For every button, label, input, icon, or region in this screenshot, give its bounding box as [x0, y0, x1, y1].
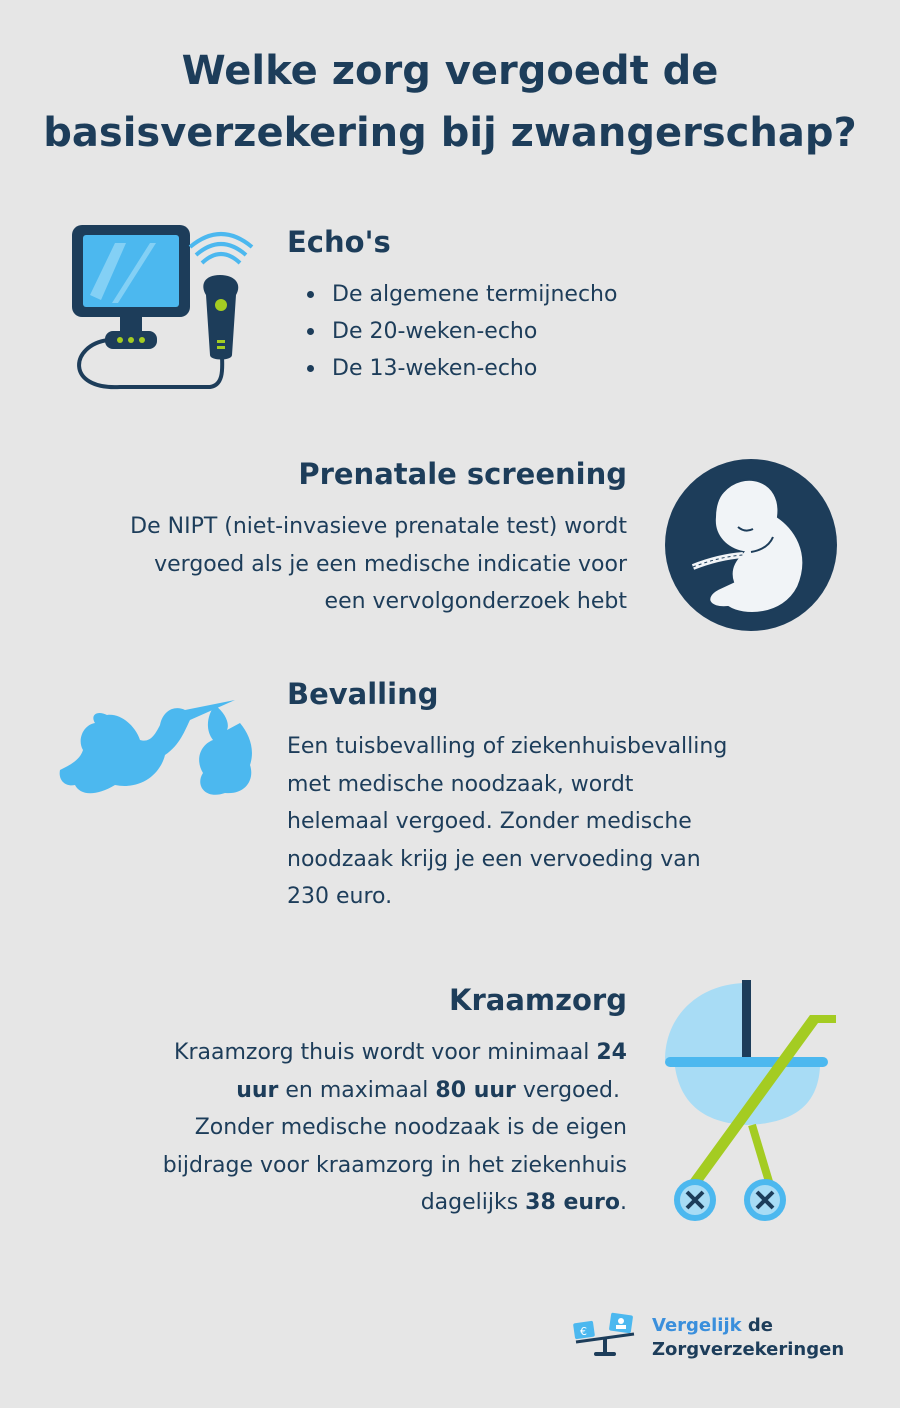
stroller-icon: [660, 975, 840, 1225]
fetus-icon: [663, 457, 839, 633]
maternity-min-unit: uur: [236, 1077, 279, 1103]
prenatal-section: [40, 457, 627, 621]
maternity-text-part: vergoed.: [515, 1077, 627, 1103]
maternity-line-5: [40, 1184, 627, 1222]
scale-logo-icon: [570, 1312, 638, 1360]
logo-text: [652, 1314, 844, 1362]
maternity-min-hours: 24: [596, 1040, 627, 1065]
logo-word-de: de: [741, 1315, 773, 1336]
maternity-line-2: [40, 1072, 627, 1110]
maternity-daily-cost: 38 euro: [525, 1190, 620, 1215]
maternity-line-1: [40, 1034, 627, 1072]
maternity-text-part: dagelijks: [420, 1190, 526, 1215]
stork-icon: [55, 695, 265, 805]
svg-text:€: €: [580, 1325, 587, 1338]
birth-line-3: helemaal vergoed. Zonder medische: [287, 809, 692, 834]
prenatal-heading: Prenatale screening: [298, 457, 627, 491]
maternity-text-part: en maximaal: [278, 1077, 436, 1103]
maternity-max-hours: 80 uur: [435, 1077, 516, 1103]
logo-word-vergelijk: Vergelijk: [652, 1315, 742, 1336]
ultrasound-icon: [60, 215, 260, 405]
maternity-heading: Kraamzorg: [449, 983, 627, 1017]
birth-heading: Bevalling: [287, 677, 439, 711]
echos-section: [287, 225, 617, 387]
maternity-line-3: Zonder medische noodzaak is de eigen: [194, 1115, 627, 1140]
brand-logo[interactable]: [570, 1312, 850, 1362]
list-item: De 13-weken-echo: [287, 350, 617, 387]
birth-line-1: Een tuisbevalling of ziekenhuisbevalling: [287, 734, 728, 759]
prenatal-text: [40, 508, 627, 621]
echos-list: [287, 276, 617, 387]
echos-heading: Echo's: [287, 225, 391, 259]
birth-line-2: met medische noodzaak, wordt: [287, 771, 634, 797]
maternity-text-part: Kraamzorg thuis wordt voor minimaal: [174, 1040, 597, 1065]
prenatal-line-3: een vervolgonderzoek hebt: [324, 589, 627, 614]
prenatal-line-2: vergoed als je een medische indicatie voor: [154, 551, 627, 577]
prenatal-line-1: De NIPT (niet-invasieve prenatale test) wordt: [130, 514, 627, 539]
title-line-1: Welke zorg vergoedt de: [181, 48, 719, 94]
birth-line-5: 230 euro.: [287, 884, 393, 909]
title-line-2: basisverzekering bij zwangerschap?: [43, 110, 857, 156]
logo-line-1: [652, 1314, 844, 1338]
birth-line-4: noodzaak krijg je een vervoeding van: [287, 846, 701, 872]
list-item: De 20-weken-echo: [287, 313, 617, 350]
logo-line-2: Zorgverzekeringen: [652, 1339, 845, 1360]
maternity-section: [40, 983, 627, 1222]
maternity-text-part: .: [620, 1190, 627, 1215]
birth-text: [287, 728, 807, 916]
page-title: [0, 40, 900, 164]
list-item: De algemene termijnecho: [287, 276, 617, 313]
maternity-line-4: bijdrage voor kraamzorg in het ziekenhuis: [162, 1152, 627, 1178]
birth-section: [287, 677, 807, 916]
maternity-text: [40, 1034, 627, 1222]
